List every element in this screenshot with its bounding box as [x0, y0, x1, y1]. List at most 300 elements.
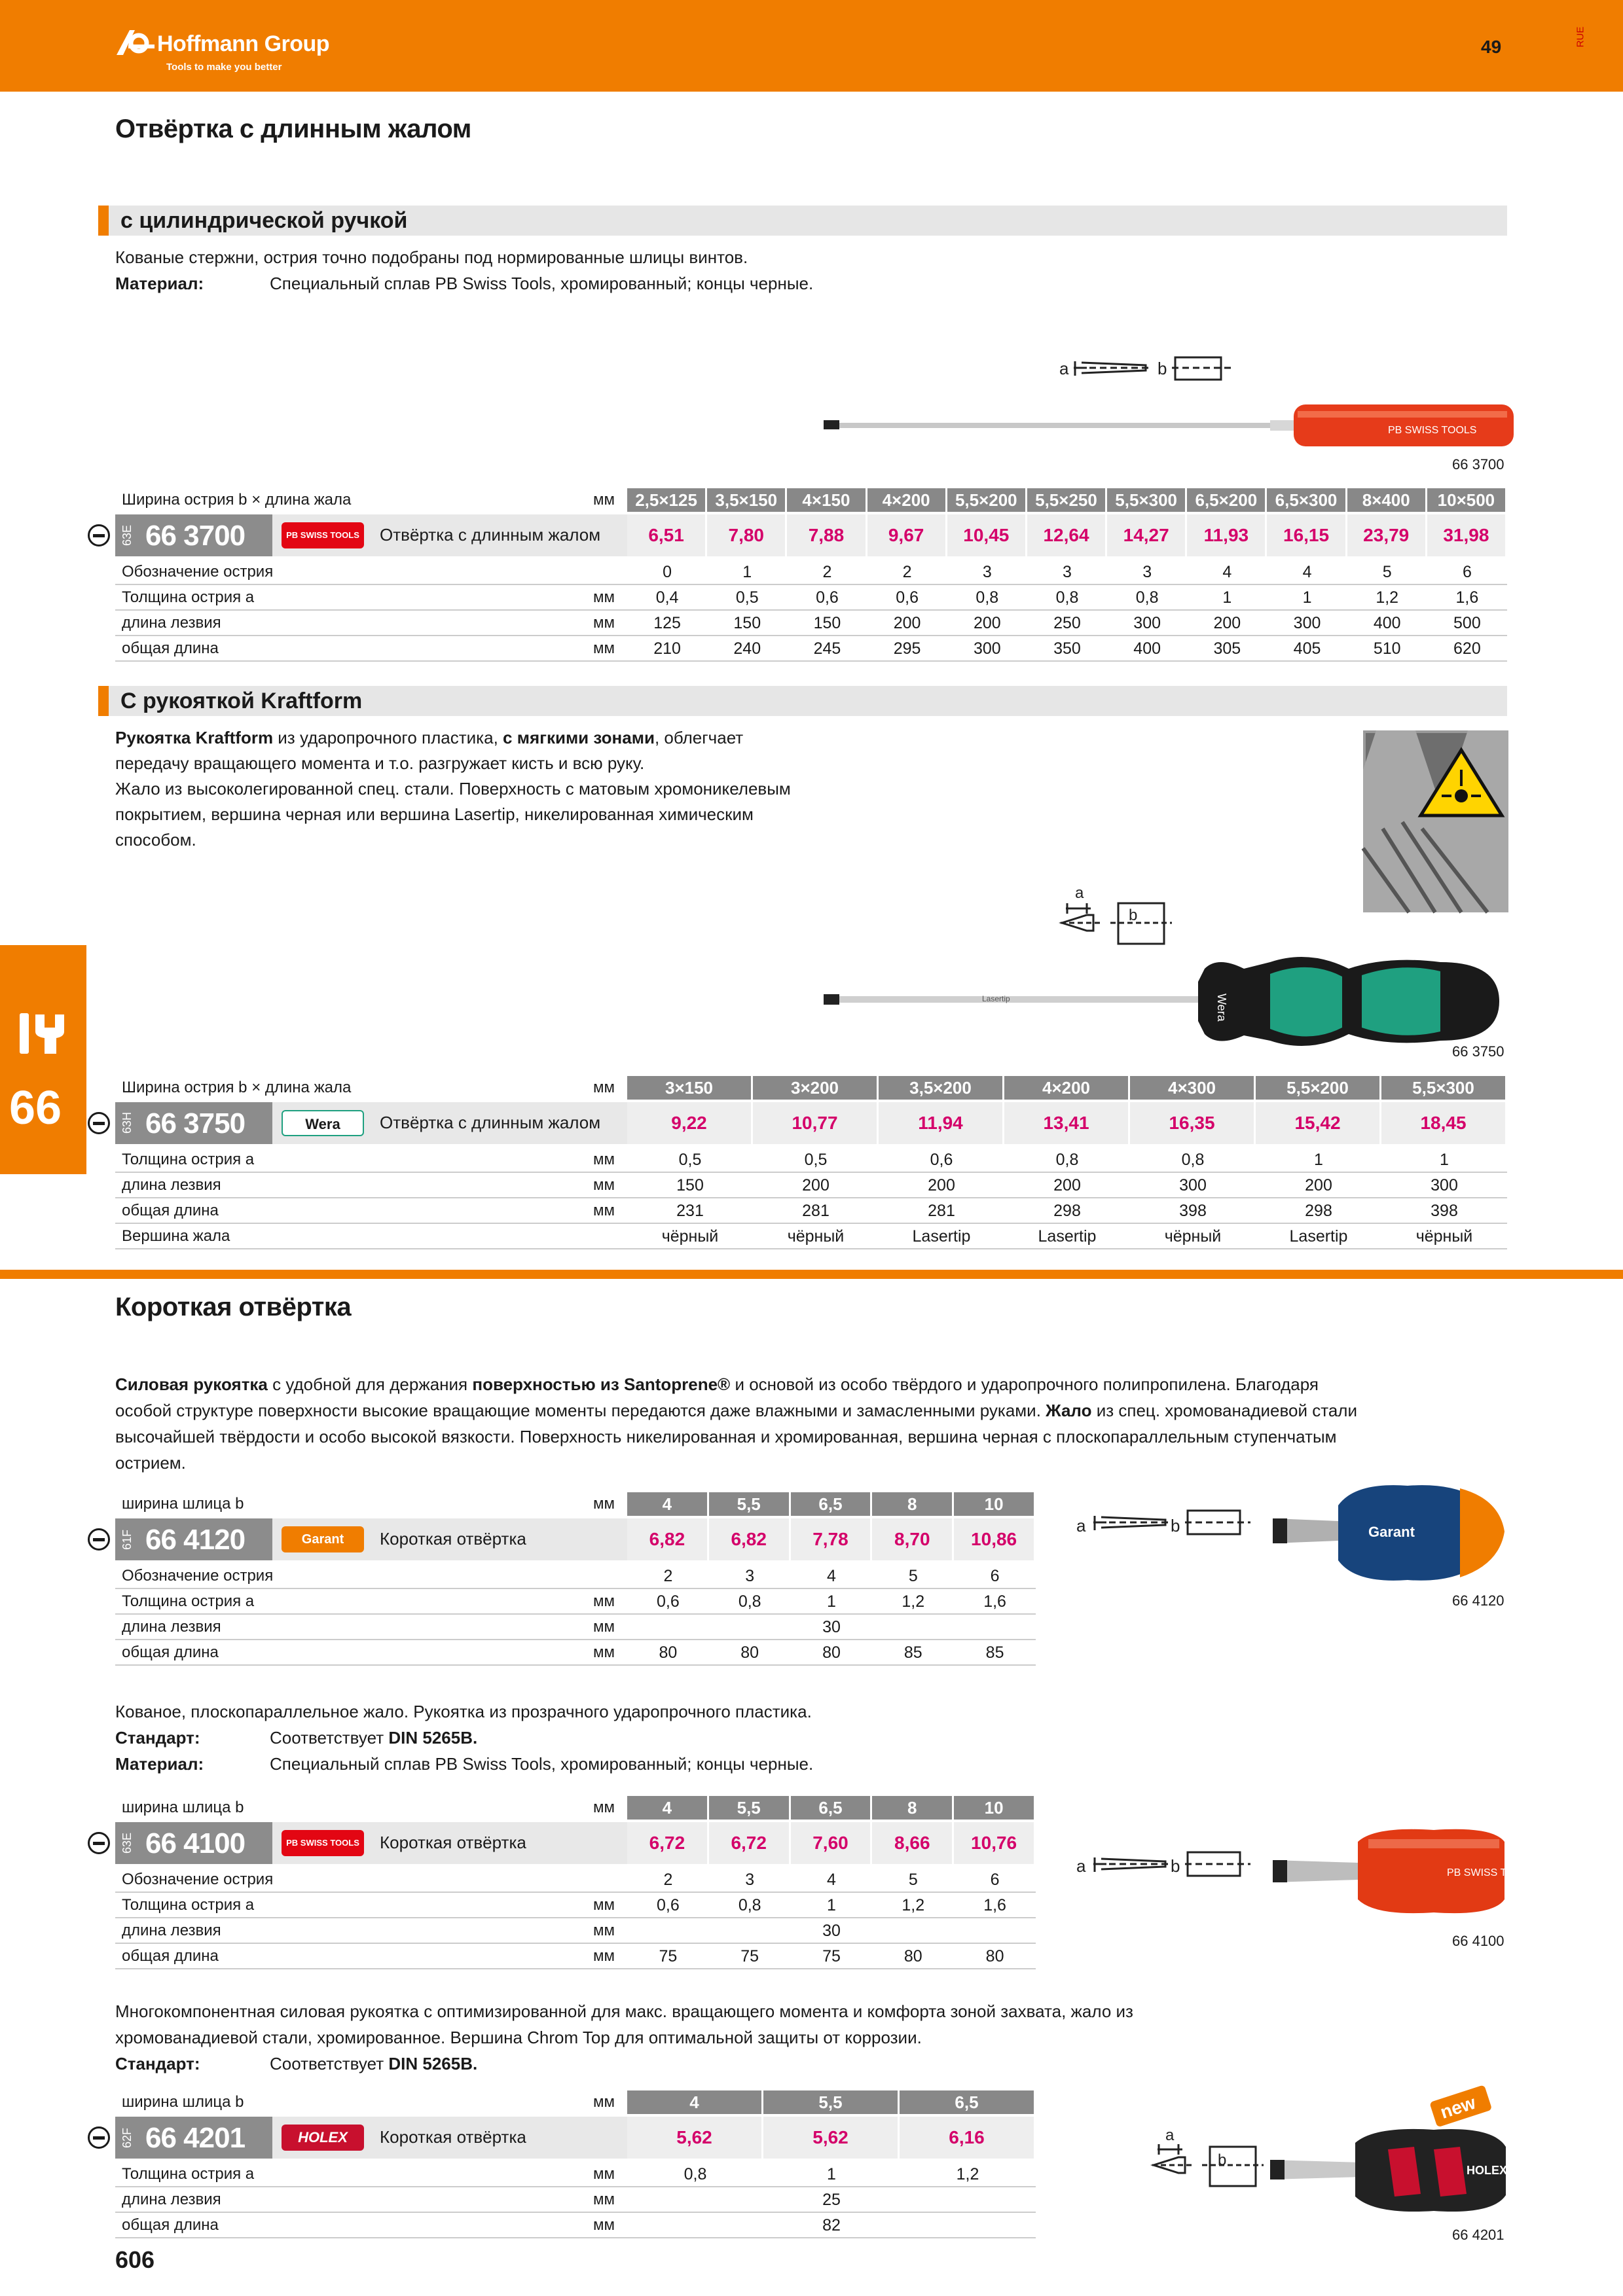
row-value: 300 — [973, 639, 1001, 658]
row-value: 2 — [822, 563, 832, 581]
holex-stubby-image[interactable] — [1139, 2084, 1512, 2228]
row-value: 0,8 — [1135, 588, 1159, 607]
column-header[interactable]: 4×200 — [867, 488, 947, 512]
row-value: 1 — [1440, 1151, 1449, 1169]
row-value: 3 — [1142, 563, 1152, 581]
subsection-title: С рукояткой Kraftform — [120, 689, 363, 713]
description: Кованые стержни, острия точно подобраны под нормированные шлицы винтов. — [115, 247, 748, 267]
row-value: 398 — [1179, 1202, 1207, 1220]
column-header[interactable]: 8 — [872, 1492, 954, 1516]
svg-text:Lasertip: Lasertip — [982, 994, 1010, 1003]
row-value: 1 — [742, 563, 752, 581]
header-label: Ширина острия b × длина жала — [122, 491, 352, 509]
column-header[interactable]: 10 — [954, 1492, 1036, 1516]
row-value: 0,6 — [657, 1592, 680, 1611]
row-value: 1,2 — [902, 1896, 925, 1914]
price-cell[interactable]: 5,62 — [627, 2117, 763, 2159]
row-value: 350 — [1053, 639, 1081, 658]
row-value: 1,6 — [983, 1896, 1006, 1914]
company-name: Hoffmann Group — [157, 31, 330, 56]
row-value: 245 — [813, 639, 841, 658]
row-value: 1 — [1314, 1151, 1323, 1169]
price-cell[interactable]: 16,15 — [1267, 514, 1347, 556]
row-value: 75 — [822, 1947, 841, 1965]
row-label: Толщина острия a — [122, 2165, 255, 2183]
row-unit: мм — [593, 1896, 615, 1914]
page-footer-number: 606 — [115, 2246, 155, 2273]
row-value: 300 — [1293, 614, 1321, 632]
row-value: 0,8 — [738, 1592, 761, 1611]
svg-text:b: b — [1171, 1516, 1180, 1535]
row-value: 6 — [990, 1567, 1000, 1585]
column-header[interactable]: 2,5×125 — [627, 488, 707, 512]
garant-stubby-image[interactable] — [1067, 1479, 1512, 1597]
description-line-1: Рукоятка Kraftform из ударопрочного пластика, с мягкими зонами, облегчает — [115, 728, 744, 747]
article-number-box[interactable] — [115, 514, 272, 556]
row-label: общая длина — [122, 1202, 219, 1219]
svg-text:a: a — [1075, 884, 1084, 902]
row-label: Толщина острия a — [122, 588, 255, 606]
brand-logo: Garant — [282, 1526, 364, 1552]
column-header[interactable]: 4 — [627, 2090, 763, 2114]
svg-text:b: b — [1218, 2151, 1227, 2169]
row-unit: мм — [593, 1592, 615, 1610]
row-value: 295 — [893, 639, 921, 658]
product3-desc-1: Многокомпонентная силовая рукоятка с оптимизированной для макс. вращающего момента и комфорта зоной захвата, жало из — [115, 2001, 1133, 2021]
row-value-merged: 25 — [822, 2191, 841, 2209]
price-cell[interactable]: 11,94 — [879, 1102, 1004, 1144]
row-value: 0,6 — [896, 588, 919, 607]
svg-text:PB SWISS TOOLS: PB SWISS TOOLS — [1388, 425, 1477, 436]
column-header[interactable]: 6,5×200 — [1187, 488, 1267, 512]
row-divider — [115, 1968, 1036, 1969]
row-value: 125 — [653, 614, 681, 632]
row-value: 3 — [745, 1871, 755, 1889]
header-label: ширина шлица b — [122, 1799, 244, 1816]
intro-line-2: особой структуре поверхности высокие вращающие моменты передаются даже влажными и замасленными руками. Жало из спец. хромованадиевой стали — [115, 1401, 1357, 1420]
column-header[interactable]: 4 — [627, 1796, 709, 1820]
row-value: 298 — [1305, 1202, 1332, 1220]
article-number: 66 4120 — [145, 1524, 246, 1556]
row-value: 0,8 — [684, 2165, 707, 2183]
row-value: 200 — [973, 614, 1001, 632]
row-value: чёрный — [1164, 1227, 1222, 1246]
subsection-marker — [98, 686, 109, 716]
svg-text:a: a — [1076, 1856, 1086, 1876]
intro-line-1: Силовая рукоятка с удобной для держания поверхностью из Santoprene® и основой из особо твёрдого и ударопрочного полипропилена. Благодаря — [115, 1374, 1319, 1394]
row-value: 510 — [1373, 639, 1401, 658]
row-divider — [115, 2186, 1036, 2187]
row-unit: мм — [593, 1202, 615, 1219]
article-number-box[interactable] — [115, 2117, 272, 2159]
column-header[interactable]: 4×300 — [1130, 1076, 1256, 1100]
column-header[interactable]: 5,5×200 — [947, 488, 1027, 512]
row-label: длина лезвия — [122, 1176, 221, 1194]
article-number: 66 3750 — [145, 1107, 246, 1139]
row-value: 240 — [733, 639, 761, 658]
row-value: 0,8 — [738, 1896, 761, 1914]
header-unit: мм — [593, 1495, 615, 1513]
row-label: Обозначение острия — [122, 1567, 274, 1585]
row-value: 398 — [1431, 1202, 1458, 1220]
row-divider — [115, 1197, 1507, 1198]
slotted-symbol-icon — [88, 2126, 110, 2149]
row-unit: мм — [593, 614, 615, 632]
price-cell[interactable]: 18,45 — [1381, 1102, 1507, 1144]
column-header[interactable]: 10 — [954, 1796, 1036, 1820]
svg-text:a: a — [1076, 1516, 1086, 1535]
row-unit: мм — [593, 588, 615, 606]
price-cell[interactable]: 8,66 — [872, 1822, 954, 1864]
row-value: 200 — [928, 1176, 955, 1194]
row-value: 150 — [733, 614, 761, 632]
diagram-label-a: a — [1059, 359, 1069, 378]
table-663750 — [0, 1076, 1623, 1259]
row-value: 2 — [902, 563, 912, 581]
column-header[interactable]: 5,5 — [709, 1492, 791, 1516]
row-label: Вершина жала — [122, 1227, 230, 1245]
row-label: Обозначение острия — [122, 1871, 274, 1888]
subsection-title: с цилиндрической ручкой — [120, 208, 408, 233]
pb-long-screwdriver-image[interactable] — [812, 347, 1512, 458]
row-value: 281 — [802, 1202, 830, 1220]
column-header[interactable]: 6,5 — [900, 2090, 1036, 2114]
price-cell[interactable]: 6,51 — [627, 514, 707, 556]
row-value: 0,6 — [930, 1151, 953, 1169]
row-value-merged: 30 — [822, 1618, 841, 1636]
column-header[interactable]: 8 — [872, 1796, 954, 1820]
svg-text:PB SWISS TOOLS: PB SWISS TOOLS — [1447, 1867, 1536, 1878]
page-number: 49 — [1481, 37, 1502, 57]
column-header[interactable]: 3×200 — [753, 1076, 879, 1100]
price-cell[interactable]: 6,72 — [709, 1822, 791, 1864]
price-cell[interactable]: 11,93 — [1187, 514, 1267, 556]
section-title-short: Короткая отвёртка — [115, 1293, 352, 1321]
row-value: 3 — [982, 563, 992, 581]
price-cell[interactable]: 10,86 — [954, 1518, 1036, 1560]
price-cell[interactable]: 7,80 — [707, 514, 787, 556]
row-label: длина лезвия — [122, 2191, 221, 2208]
header-unit: мм — [593, 1079, 615, 1096]
row-value: 85 — [903, 1643, 922, 1662]
row-divider — [115, 1248, 1507, 1249]
price-cell[interactable]: 10,45 — [947, 514, 1027, 556]
row-divider — [115, 1172, 1507, 1173]
price-cell[interactable]: 6,82 — [627, 1518, 709, 1560]
row-value: 200 — [1213, 614, 1241, 632]
description-line-3: Жало из высоколегированной спец. стали. Поверхность с матовым хромоникелевым — [115, 779, 791, 798]
row-value: 0,4 — [655, 588, 679, 607]
column-header[interactable]: 8×400 — [1347, 488, 1427, 512]
hoffmann-logo-icon — [115, 26, 157, 59]
column-header[interactable]: 10×500 — [1427, 488, 1507, 512]
row-divider — [115, 660, 1507, 662]
price-cell[interactable]: 14,27 — [1107, 514, 1187, 556]
tip-diagram — [1061, 884, 1172, 944]
row-divider — [115, 1588, 1036, 1589]
row-value: 1 — [1222, 588, 1232, 607]
row-value: 0 — [663, 563, 672, 581]
price-cell[interactable]: 10,76 — [954, 1822, 1036, 1864]
slotted-symbol-icon — [88, 1528, 110, 1551]
row-value: 200 — [802, 1176, 830, 1194]
row-label: общая длина — [122, 639, 219, 657]
header-label: Ширина острия b × длина жала — [122, 1079, 352, 1096]
row-value: чёрный — [787, 1227, 845, 1246]
column-header[interactable]: 6,5 — [791, 1796, 873, 1820]
row-value: 5 — [908, 1871, 918, 1889]
row-value: 4 — [1222, 563, 1232, 581]
row-divider — [115, 2212, 1036, 2213]
header-unit: мм — [593, 2093, 615, 2111]
product2-material: Материал: Специальный сплав PB Swiss Tools, хромированный; концы черные. — [115, 1754, 814, 1774]
svg-text:Wera: Wera — [1215, 994, 1228, 1022]
svg-text:b: b — [1129, 906, 1138, 924]
column-header[interactable]: 4 — [627, 1492, 709, 1516]
row-unit: мм — [593, 2191, 615, 2208]
header-unit: мм — [593, 491, 615, 509]
row-label: Толщина острия a — [122, 1896, 255, 1914]
svg-text:a: a — [1165, 2126, 1175, 2144]
row-value: 400 — [1133, 639, 1161, 658]
product-name: Отвёртка с длинным жалом — [380, 525, 601, 545]
row-value: 80 — [659, 1643, 678, 1662]
row-value: 620 — [1453, 639, 1481, 658]
material-line: Материал: Специальный сплав PB Swiss Tools, хромированный; концы черные. — [115, 274, 814, 293]
row-value: 405 — [1293, 639, 1321, 658]
row-value: 3 — [1063, 563, 1072, 581]
subsection-bar-kraftform — [98, 686, 1507, 716]
row-value: 75 — [659, 1947, 678, 1965]
row-value: 6 — [1462, 563, 1472, 581]
image-ref: 66 4120 — [1452, 1592, 1504, 1609]
row-label: общая длина — [122, 1947, 219, 1965]
column-header[interactable]: 6,5 — [791, 1492, 873, 1516]
row-value: 250 — [1053, 614, 1081, 632]
row-label: Толщина острия a — [122, 1151, 255, 1168]
row-value: 500 — [1453, 614, 1481, 632]
column-header[interactable]: 5,5×300 — [1107, 488, 1187, 512]
row-value: 80 — [740, 1643, 759, 1662]
row-value: 300 — [1133, 614, 1161, 632]
row-unit: мм — [593, 2165, 615, 2183]
header-label: ширина шлица b — [122, 2093, 244, 2111]
column-header[interactable]: 5,5×250 — [1027, 488, 1107, 512]
row-label: общая длина — [122, 1643, 219, 1661]
pb-stubby-image[interactable] — [1067, 1826, 1536, 1924]
column-header[interactable]: 3,5×200 — [879, 1076, 1004, 1100]
row-value: 200 — [1305, 1176, 1332, 1194]
svg-text:b: b — [1171, 1856, 1180, 1876]
row-divider — [115, 2237, 1036, 2238]
svg-text:Garant: Garant — [1368, 1524, 1415, 1540]
column-header[interactable]: 5,5 — [709, 1796, 791, 1820]
row-divider — [115, 584, 1507, 585]
price-cell[interactable]: 6,16 — [900, 2117, 1036, 2159]
row-unit: мм — [593, 1618, 615, 1636]
product2-desc: Кованое, плоскопараллельное жало. Рукоятка из прозрачного ударопрочного пластика. — [115, 1702, 812, 1721]
row-unit: мм — [593, 1151, 615, 1168]
row-value: 1,6 — [1455, 588, 1479, 607]
row-label: длина лезвия — [122, 1618, 221, 1636]
row-value: 75 — [740, 1947, 759, 1965]
row-value: 150 — [813, 614, 841, 632]
article-group: 61F — [120, 1529, 134, 1550]
article-number: 66 4100 — [145, 1827, 246, 1859]
row-value: 80 — [822, 1643, 841, 1662]
product-name: Отвёртка с длинным жалом — [380, 1113, 601, 1132]
row-value-merged: 82 — [822, 2216, 841, 2234]
svg-text:new: new — [1438, 2092, 1478, 2123]
row-value: 0,5 — [735, 588, 759, 607]
row-value: 80 — [903, 1947, 922, 1965]
header-label: ширина шлица b — [122, 1495, 244, 1513]
article-number: 66 3700 — [145, 520, 246, 552]
subsection-bar-cylinder — [98, 206, 1507, 236]
price-cell[interactable]: 10,77 — [753, 1102, 879, 1144]
price-cell[interactable]: 15,42 — [1256, 1102, 1381, 1144]
product3-desc-2: хромованадиевой стали, хромированное. Вершина Chrom Top для оптимальной защиты от коррозии. — [115, 2028, 922, 2047]
row-value: 5 — [908, 1567, 918, 1585]
diagram-label-b: b — [1158, 359, 1167, 378]
row-value: 281 — [928, 1202, 955, 1220]
row-value: 210 — [653, 639, 681, 658]
row-value: 4 — [827, 1871, 836, 1889]
row-divider — [115, 1223, 1507, 1224]
price-cell[interactable]: 23,79 — [1347, 514, 1427, 556]
article-number-box[interactable] — [115, 1102, 272, 1144]
article-group: 62F — [120, 2127, 134, 2148]
column-header[interactable]: 4×200 — [1004, 1076, 1130, 1100]
price-cell[interactable]: 6,72 — [627, 1822, 709, 1864]
row-divider — [115, 609, 1507, 611]
column-header[interactable]: 5,5×200 — [1256, 1076, 1381, 1100]
article-number-box[interactable] — [115, 1822, 272, 1864]
product-name: Короткая отвёртка — [380, 2127, 526, 2147]
subsection-marker — [98, 206, 109, 236]
price-cell[interactable]: 9,67 — [867, 514, 947, 556]
row-value: 150 — [676, 1176, 704, 1194]
row-unit: мм — [593, 639, 615, 657]
price-cell[interactable]: 6,82 — [709, 1518, 791, 1560]
section-separator — [0, 1270, 1623, 1279]
header-unit: мм — [593, 1799, 615, 1816]
table-663700 — [0, 488, 1623, 672]
tip-diagram — [1076, 1511, 1250, 1535]
slotted-symbol-icon — [88, 1112, 110, 1134]
row-divider — [115, 1892, 1036, 1893]
price-cell[interactable]: 7,88 — [787, 514, 867, 556]
price-cell[interactable]: 7,78 — [791, 1518, 873, 1560]
column-header[interactable]: 5,5×300 — [1381, 1076, 1507, 1100]
price-cell[interactable]: 8,70 — [872, 1518, 954, 1560]
column-header[interactable]: 3×150 — [627, 1076, 753, 1100]
product-name: Короткая отвёртка — [380, 1529, 526, 1549]
row-value: 1,6 — [983, 1592, 1006, 1611]
row-value: Lasertip — [1038, 1227, 1097, 1246]
row-label: длина лезвия — [122, 1922, 221, 1939]
price-cell[interactable]: 7,60 — [791, 1822, 873, 1864]
row-unit: мм — [593, 2216, 615, 2234]
column-header[interactable]: 3,5×150 — [707, 488, 787, 512]
tools-icon — [16, 1008, 68, 1060]
price-cell[interactable]: 31,98 — [1427, 514, 1507, 556]
wera-screwdriver-image[interactable] — [812, 884, 1512, 1034]
svg-text:HOLEX: HOLEX — [1467, 2164, 1508, 2177]
row-value: 1,2 — [956, 2165, 979, 2183]
brand-logo: HOLEX — [282, 2125, 364, 2151]
row-value: 80 — [985, 1947, 1004, 1965]
row-value: 200 — [1053, 1176, 1081, 1194]
product3-standard: Стандарт: Соответствует DIN 5265B. — [115, 2054, 478, 2073]
row-label: общая длина — [122, 2216, 219, 2234]
row-value: 231 — [676, 1202, 704, 1220]
brand-logo: PB SWISS TOOLS — [282, 522, 364, 548]
article-number: 66 4201 — [145, 2122, 246, 2154]
row-value: 1 — [827, 1896, 836, 1914]
page-code: RUE — [1575, 26, 1586, 48]
chapter-number: 66 — [9, 1082, 62, 1134]
row-value: 1,2 — [1376, 588, 1399, 607]
row-value-merged: 30 — [822, 1922, 841, 1940]
brand-logo: PB SWISS TOOLS — [282, 1830, 364, 1856]
tip-diagram — [1076, 1852, 1250, 1876]
new-badge — [1429, 2085, 1492, 2127]
row-value: 5 — [1382, 563, 1392, 581]
article-group: 63E — [120, 524, 134, 546]
company-tagline: Tools to make you better — [166, 62, 282, 73]
price-cell[interactable]: 13,41 — [1004, 1102, 1130, 1144]
price-cell[interactable]: 5,62 — [763, 2117, 900, 2159]
row-divider — [115, 1639, 1036, 1640]
row-label: длина лезвия — [122, 614, 221, 632]
row-value: 1 — [827, 2165, 836, 2183]
row-value: 305 — [1213, 639, 1241, 658]
row-value: 1 — [1302, 588, 1312, 607]
tip-diagram — [1059, 357, 1231, 380]
header-bar — [0, 0, 1623, 92]
row-divider — [115, 1943, 1036, 1944]
column-header[interactable]: 6,5×300 — [1267, 488, 1347, 512]
price-cell[interactable]: 9,22 — [627, 1102, 753, 1144]
brand-logo: Wera — [282, 1110, 364, 1136]
row-label: Обозначение острия — [122, 563, 274, 581]
row-unit: мм — [593, 1922, 615, 1939]
column-header[interactable]: 5,5 — [763, 2090, 900, 2114]
row-value: 85 — [985, 1643, 1004, 1662]
row-unit: мм — [593, 1947, 615, 1965]
row-value: 400 — [1373, 614, 1401, 632]
row-value: чёрный — [661, 1227, 719, 1246]
row-unit: мм — [593, 1643, 615, 1661]
row-value: 0,5 — [804, 1151, 828, 1169]
row-value: 0,8 — [1055, 588, 1079, 607]
row-value: Lasertip — [1289, 1227, 1348, 1246]
description-line-2: передачу вращающего момента и т.о. разгружает кисть и всю руку. — [115, 753, 645, 773]
row-value: 1 — [827, 1592, 836, 1611]
price-cell[interactable]: 12,64 — [1027, 514, 1107, 556]
tip-diagram — [1152, 2126, 1264, 2186]
row-value: чёрный — [1415, 1227, 1473, 1246]
column-header[interactable]: 4×150 — [787, 488, 867, 512]
row-divider — [115, 635, 1507, 636]
price-cell[interactable]: 16,35 — [1130, 1102, 1256, 1144]
row-value: 2 — [663, 1567, 673, 1585]
row-value: 6 — [990, 1871, 1000, 1889]
article-group: 63H — [120, 1111, 134, 1134]
article-number-box[interactable] — [115, 1518, 272, 1560]
image-ref: 66 4100 — [1452, 1933, 1504, 1949]
